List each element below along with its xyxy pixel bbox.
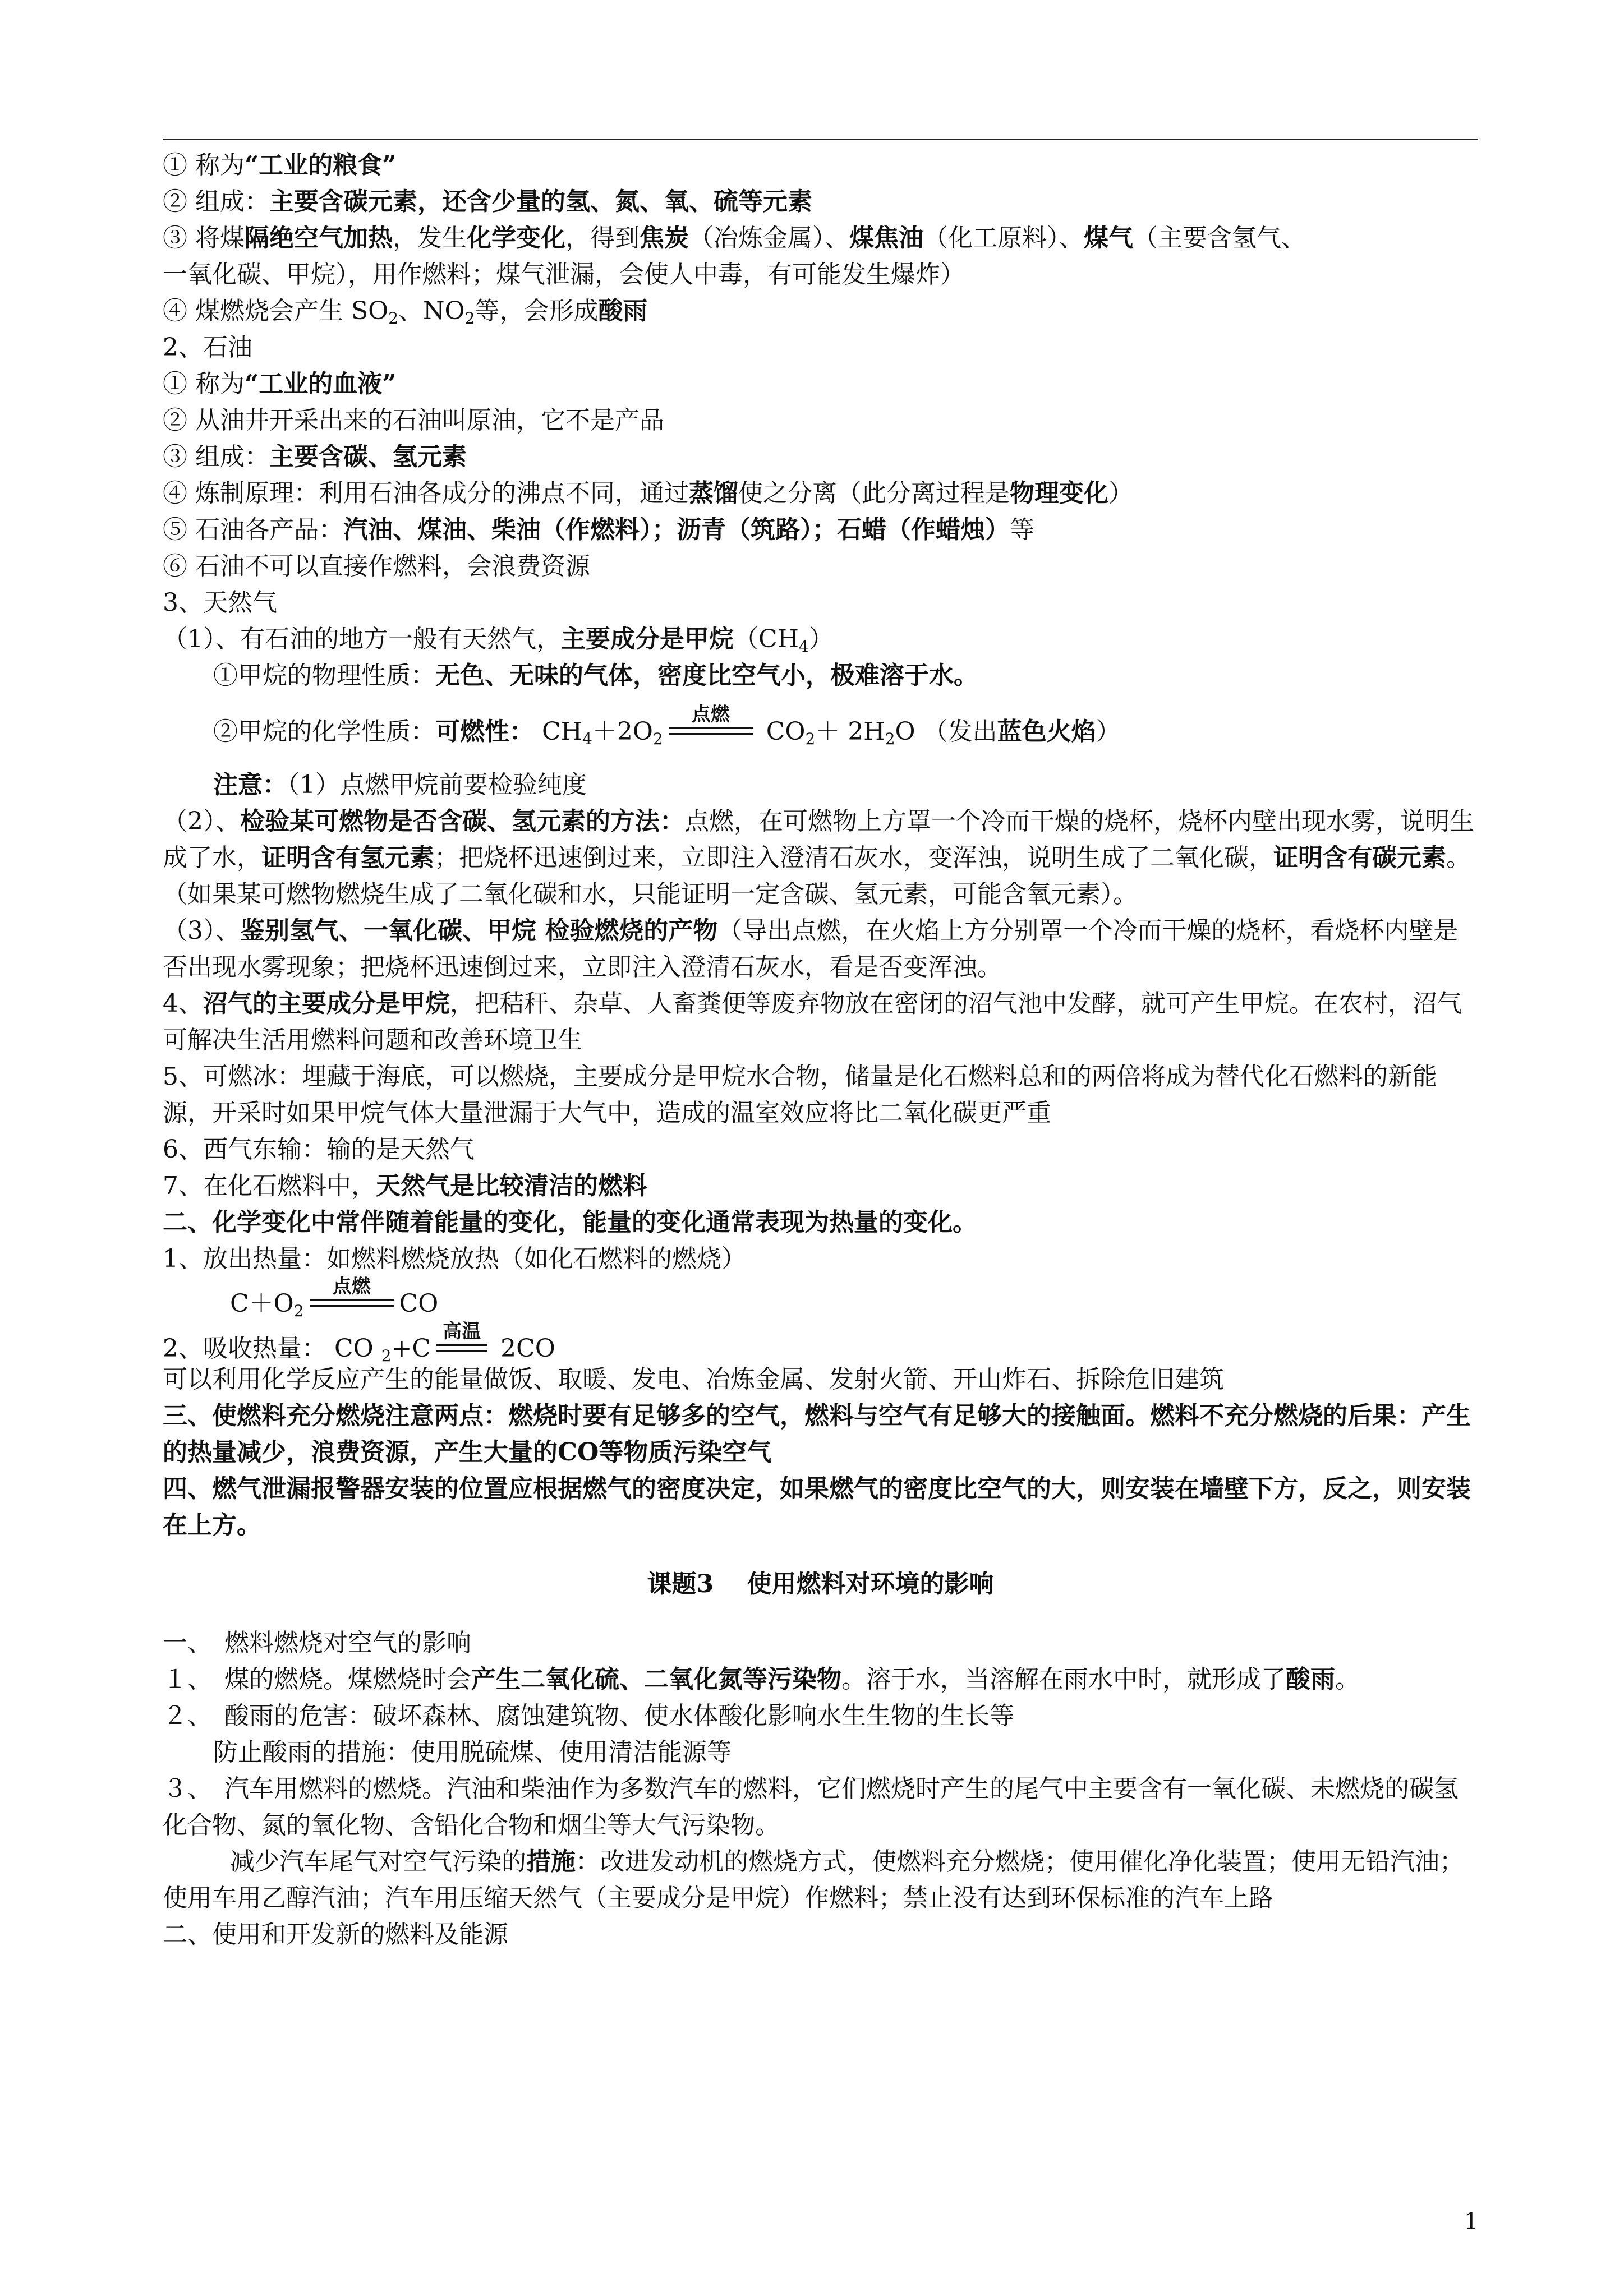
section-petroleum: 2、石油 bbox=[163, 333, 252, 362]
oil-item-2: ② 从油井开采出来的石油叫原油，它不是产品 bbox=[163, 406, 664, 435]
biogas: 4、沼气的主要成分是甲烷，把秸秆、杂草、人畜粪便等废弃物放在密闭的沼气池中发酵，就可产生甲烷。在农村，沼气可解决生活用燃料问题和改善环境卫生 bbox=[163, 989, 1462, 1054]
coal-item-3: ③ 将煤隔绝空气加热，发生化学变化，得到焦炭（冶炼金属）、煤焦油（化工原料）、煤气（主要含氢气、 bbox=[163, 224, 1306, 252]
test-carbon-hydrogen: （2）、检验某可燃物是否含碳、氢元素的方法：点燃，在可燃物上方罩一个冷而干燥的烧杯，烧杯内壁出现水雾，说明生成了水，证明含有氢元素；把烧杯迅速倒过来，立即注入澄清石灰水，变浑浊，说明生成了二氧化碳，证明含有碳元素。（如果某可燃物燃烧生成了二氧化碳和水，只能证明一定含碳、氢元素，可能含氧元素）。 bbox=[163, 807, 1474, 909]
lesson-heading: 课题3 使用燃料对环境的影响 bbox=[647, 1570, 994, 1598]
section-gas-alarm: 四、燃气泄漏报警器安装的位置应根据燃气的密度决定，如果燃气的密度比空气的大，则安装在墙壁下方，反之，则安装在上方。 bbox=[163, 1474, 1471, 1539]
combustible-ice: 5、可燃冰：埋藏于海底，可以燃烧，主要成分是甲烷水合物，储量是化石燃料总和的两倍将成为替代化石燃料的新能源，开采时如果甲烷气体大量泄漏于大气中，造成的温室效应将比二氧化碳更严重 bbox=[163, 1062, 1437, 1127]
coal-item-1: ① 称为“工业的粮食” bbox=[163, 151, 397, 179]
coal-item-3-cont: 一氧化碳、甲烷），用作燃料；煤气泄漏，会使人中毒，有可能发生爆炸） bbox=[163, 260, 965, 289]
page-number: 1 bbox=[1464, 2209, 1479, 2234]
condition-ignite: 点燃 bbox=[669, 705, 753, 744]
methane-chemical: ②甲烷的化学性质：可燃性： $CH_4+2O_2$ 点燃 $CO_2+ 2H_2O$ （发出蓝色火焰） bbox=[213, 703, 1121, 748]
condition-ignite-2: 点燃 bbox=[310, 1277, 394, 1316]
vehicle-measures: 减少汽车尾气对空气污染的措施：改进发动机的燃烧方式，使燃料充分燃烧；使用催化净化装置；使用无铅汽油；使用车用乙醇汽油；汽车用压缩天然气（主要成分是甲烷）作燃料；禁止没有达到环保标准的汽车上路 bbox=[163, 1847, 1464, 1912]
header-rule bbox=[163, 139, 1478, 140]
methane-note: 注意：（1）点燃甲烷前要检验纯度 bbox=[213, 771, 587, 799]
oil-item-1: ① 称为“工业的血液” bbox=[163, 370, 397, 398]
vehicle-fuel: ３、 汽车用燃料的燃烧。汽油和柴油作为多数汽车的燃料，它们燃烧时产生的尾气中主要含有一氧化碳、未燃烧的碳氢化合物、氮的氧化物、含铅化合物和烟尘等大气污染物。 bbox=[163, 1774, 1459, 1839]
identify-gases: （3）、鉴别氢气、一氧化碳、甲烷 检验燃烧的产物（导出点燃，在火焰上方分别罩一个冷而干燥的烧杯，看烧杯内壁是否出现水雾现象；把烧杯迅速倒过来，立即注入澄清石灰水，看是否变浑浊。 bbox=[163, 916, 1459, 981]
west-east-gas: 6、西气东输：输的是天然气 bbox=[163, 1135, 475, 1164]
oil-item-5: ⑤ 石油各产品：汽油、煤油、柴油（作燃料）；沥青（筑路）；石蜡（作蜡烛）等 bbox=[163, 515, 1034, 544]
clean-fuel: 7、在化石燃料中，天然气是比较清洁的燃料 bbox=[163, 1172, 647, 1200]
section-air-impact: 一、 燃料燃烧对空气的影响 bbox=[163, 1629, 471, 1657]
methane-physical: ①甲烷的物理性质：无色、无味的气体，密度比空气小，极难溶于水。 bbox=[213, 661, 978, 690]
acid-rain-harm: ２、 酸雨的危害：破坏森林、腐蚀建筑物、使水体酸化影响水生生物的生长等 bbox=[163, 1702, 1014, 1730]
oil-item-6: ⑥ 石油不可以直接作燃料，会浪费资源 bbox=[163, 552, 590, 580]
gas-item-1: （1）、有石油的地方一般有天然气，主要成分是甲烷$(CH_4)$ bbox=[163, 625, 834, 656]
section-natural-gas: 3、天然气 bbox=[163, 588, 277, 617]
section-full-combustion: 三、使燃料充分燃烧注意两点：燃烧时要有足够多的空气，燃料与空气有足够大的接触面。燃料不充分燃烧的后果：产生的热量减少，浪费资源，产生大量的CO等物质污染空气 bbox=[163, 1401, 1471, 1467]
coal-item-2: ② 组成：主要含碳元素，还含少量的氢、氮、氧、硫等元素 bbox=[163, 187, 812, 216]
absorb-heat: 2、吸收热量： CO $_2$+C 高温 2CO bbox=[163, 1320, 555, 1365]
condition-high-temp: 高温 bbox=[436, 1322, 487, 1361]
section-energy-change: 二、化学变化中常伴随着能量的变化，能量的变化通常表现为热量的变化。 bbox=[163, 1208, 977, 1237]
equation-c-o2: $C+O_2$ 点燃 CO bbox=[230, 1275, 439, 1320]
oil-item-4: ④ 炼制原理：利用石油各成分的沸点不同，通过蒸馏使之分离（此分离过程是物理变化） bbox=[163, 479, 1133, 508]
section-new-fuels: 二、使用和开发新的燃料及能源 bbox=[163, 1920, 508, 1949]
oil-item-3: ③ 组成：主要含碳、氢元素 bbox=[163, 442, 467, 471]
coal-burning: １、 煤的燃烧。煤燃烧时会产生二氧化硫、二氧化氮等污染物。溶于水，当溶解在雨水中时，就形成了酸雨。 bbox=[163, 1665, 1360, 1694]
coal-item-4: ④ 煤燃烧会产生 $SO_2$、$NO_2$等，会形成酸雨 bbox=[163, 297, 648, 328]
release-heat: 1、放出热量：如燃料燃烧放热（如化石燃料的燃烧） bbox=[163, 1244, 746, 1273]
document-body bbox=[163, 147, 1478, 1953]
acid-rain-prevention: 防止酸雨的措施：使用脱硫煤、使用清洁能源等 bbox=[213, 1738, 732, 1767]
energy-uses: 可以利用化学反应产生的能量做饭、取暖、发电、冶炼金属、发射火箭、开山炸石、拆除危旧建筑 bbox=[163, 1365, 1224, 1394]
